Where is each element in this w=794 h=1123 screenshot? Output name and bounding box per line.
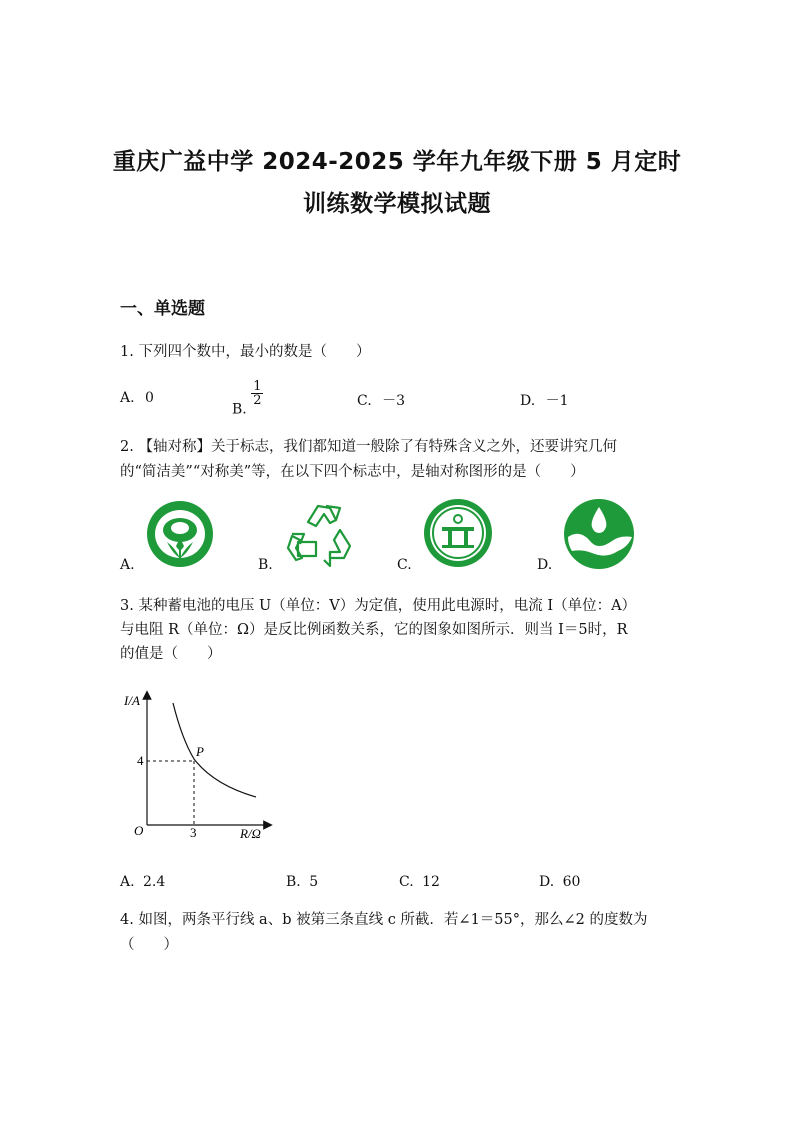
origin-label: O (134, 823, 144, 838)
x-tick-label: 3 (190, 825, 197, 840)
hyperbola-curve (173, 703, 256, 797)
question-4-line1: 4. 如图，两条平行线 a、b 被第三条直线 c 所截．若∠1＝55°，那么∠2 的度数为 (120, 912, 648, 928)
q2-option-c-label: C. (397, 557, 412, 573)
question-3-line2: 与电阻 R（单位：Ω）是反比例函数关系，它的图象如图所示．则当 I＝5时，R (120, 622, 628, 638)
green-food-logo-icon (145, 498, 215, 570)
question-1-stem: 1. 下列四个数中，最小的数是（ ） (120, 344, 371, 360)
question-4-line2: （ ） (120, 937, 178, 953)
question-2-line1: 2. 【轴对称】关于标志，我们都知道一般除了有特殊含义之外，还要讲究几何 (120, 439, 617, 455)
inverse-proportion-graph (118, 685, 278, 845)
question-2-line2: 的“简洁美”“对称美”等，在以下四个标志中，是轴对称图形的是（ ） (120, 464, 585, 480)
page-title: 重庆广益中学 2024-2025 学年九年级下册 5 月定时 (112, 149, 682, 175)
section-heading: 一、单选题 (120, 299, 205, 319)
water-drop-logo-icon (562, 497, 636, 571)
question-3-line1: 3. 某种蓄电池的电压 U（单位：V）为定值，使用此电源时，电流 I（单位：A） (120, 598, 637, 614)
q3-option-c: C. 12 (399, 874, 440, 890)
q3-option-a: A. 2.4 (120, 874, 166, 890)
water-saving-logo-icon (422, 497, 494, 569)
fraction-one-half: $\frac{1}{2}$ (253, 379, 262, 408)
q1-option-d: D. －1 (520, 393, 569, 409)
q2-option-b-label: B. (258, 557, 273, 573)
recycle-logo-icon (284, 500, 356, 570)
q3-option-b: B. 5 (286, 874, 319, 890)
q1-option-c: C. －3 (357, 393, 406, 409)
q1-option-a: A. 0 (120, 390, 154, 406)
question-3-line3: 的值是（ ） (120, 646, 222, 662)
page-subtitle: 训练数学模拟试题 (303, 191, 491, 217)
point-label: P (196, 744, 204, 759)
x-axis-label: R/Ω (240, 826, 261, 841)
y-axis-label: I/A (124, 693, 140, 708)
q1-option-b: B. $\frac{1}{2}$ (232, 379, 262, 418)
y-tick-label: 4 (137, 753, 144, 768)
q2-option-d-label: D. (537, 557, 553, 573)
q2-option-a-label: A. (120, 557, 135, 573)
q3-option-d: D. 60 (539, 874, 581, 890)
